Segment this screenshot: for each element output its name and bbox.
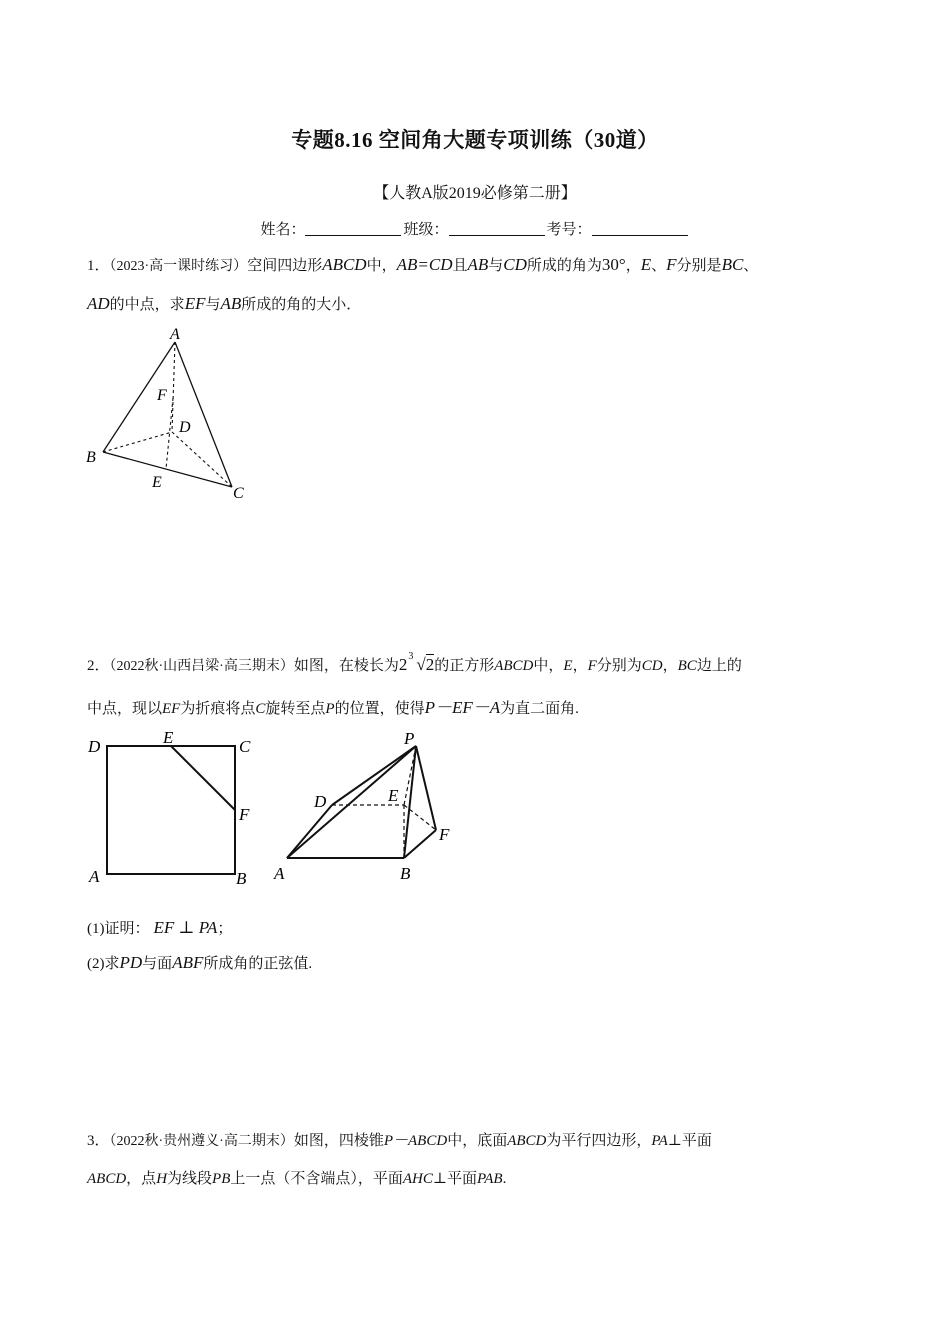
student-info-row — [0, 218, 950, 239]
q1-text: 所成的角为 — [526, 258, 602, 274]
q2-text: 边上的 — [696, 658, 742, 674]
q3-math: ABCD — [87, 1171, 127, 1187]
q2-part1-label: (1)证明： — [87, 921, 150, 937]
q2-text: ， — [572, 658, 588, 674]
q2-math: PD — [119, 953, 143, 972]
q1-math: AB — [220, 294, 242, 313]
q3-line-1 — [87, 1129, 887, 1150]
q2-fig1-label-d: D — [88, 737, 101, 756]
q1-fig-label-c: C — [233, 485, 244, 502]
q1-line-1 — [87, 254, 887, 275]
q2-fig2-label-d: D — [314, 792, 327, 811]
q1-fig-label-a: A — [170, 326, 180, 343]
q1-text: 分别是 — [676, 258, 722, 274]
q1-math: CD — [503, 255, 527, 274]
q2-math: ABF — [172, 953, 204, 972]
q2-part1-math: EF ⊥ PA — [153, 918, 218, 937]
q3-text: . — [502, 1171, 507, 1187]
q2-text: 为直二面角. — [500, 701, 579, 717]
q1-math: ABCD — [322, 255, 367, 274]
q3-number: 3． — [87, 1133, 110, 1149]
q1-text: 与 — [205, 297, 221, 313]
q2-part2-label: (2)求 — [87, 956, 120, 972]
q2-radicand: 2 — [425, 655, 435, 674]
exam-no-blank — [592, 221, 688, 236]
q2-math: ABCD — [494, 658, 534, 674]
q2-fig2-label-e: E — [388, 786, 399, 805]
q3-math: ABCD — [507, 1133, 547, 1149]
q2-math: EF — [162, 701, 181, 717]
q2-fig2-label-b: B — [400, 864, 411, 883]
q3-line-2 — [87, 1167, 887, 1188]
q3-math: PB — [212, 1171, 231, 1187]
q2-text: 为折痕将点 — [180, 701, 256, 717]
q2-fig2-label-p: P — [404, 729, 415, 748]
q2-fig1-label-f: F — [239, 805, 250, 824]
q1-fig-label-b: B — [86, 449, 96, 466]
class-label: 班级： — [403, 222, 449, 238]
q2-fig1-label-c: C — [239, 737, 251, 756]
q2-text: 的正方形 — [434, 658, 495, 674]
q3-source: （2022秋·贵州遵义·高二期末） — [109, 1134, 294, 1149]
q1-source: （2023·高一课时练习） — [109, 259, 248, 274]
q2-math: P－EF－A — [424, 698, 501, 717]
q1-angle: 30° — [601, 255, 626, 274]
q2-math: F — [587, 658, 597, 674]
q2-fig2-label-f: F — [439, 825, 450, 844]
q2-part-1 — [87, 917, 887, 938]
q2-math: BC — [677, 658, 697, 674]
q3-math: P－ABCD — [383, 1133, 448, 1149]
radical-sign-icon: √ — [416, 655, 426, 674]
q1-fig-label-e: E — [152, 474, 162, 491]
q2-square-figure — [107, 746, 235, 874]
q2-text: 如图，在棱长为 — [293, 658, 399, 674]
q2-radical-index: 3 — [408, 651, 414, 662]
q2-text: 中点，现以 — [87, 701, 163, 717]
q1-math: AB — [467, 255, 489, 274]
q2-length-coef: 2 — [398, 655, 408, 674]
q1-text: 的中点，求 — [109, 297, 185, 313]
q2-source: （2022秋·山西吕梁·高三期末） — [109, 659, 294, 674]
q1-fig-label-d: D — [179, 419, 191, 436]
q2-line-2 — [87, 693, 887, 718]
q3-text: 中，底面 — [447, 1133, 508, 1149]
q2-pyramid-figure — [287, 746, 436, 858]
q3-text: 如图，四棱锥 — [293, 1133, 384, 1149]
q3-text: 上一点（不含端点），平面 — [230, 1171, 403, 1187]
q1-math: AD — [87, 294, 110, 313]
q2-fold-figures — [80, 722, 480, 892]
q1-text: 且 — [452, 258, 468, 274]
q3-text: ⊥平面 — [432, 1171, 477, 1187]
q2-fig1-label-e: E — [163, 728, 174, 747]
q2-part-2 — [87, 952, 887, 973]
name-label: 姓名： — [260, 222, 306, 238]
name-blank — [305, 221, 401, 236]
q1-text: ， — [625, 258, 641, 274]
q3-text: 为平行四边形， — [546, 1133, 652, 1149]
q1-tetrahedron-figure — [80, 320, 260, 510]
q2-fig1-label-b: B — [236, 869, 247, 888]
q1-text: 所成的角的大小． — [241, 297, 362, 313]
q3-text: ，点 — [126, 1171, 157, 1187]
page-title: 专题8.16 空间角大题专项训练（30道） — [291, 128, 659, 152]
q1-fig-label-f: F — [157, 387, 167, 404]
q2-radical — [407, 651, 435, 675]
q2-text: 所成角的正弦值. — [203, 956, 313, 972]
q2-text: 旋转至点 — [265, 701, 326, 717]
class-blank — [449, 221, 545, 236]
q1-text: 空间四边形 — [247, 258, 323, 274]
q2-number: 2． — [87, 658, 110, 674]
q1-math: F — [666, 255, 677, 274]
q2-text: 分别为 — [596, 658, 642, 674]
q2-math: C — [255, 701, 266, 717]
q1-number: 1． — [87, 258, 110, 274]
q3-math: H — [156, 1171, 168, 1187]
q3-math: PA — [651, 1133, 668, 1149]
exam-no-label: 考号： — [546, 222, 592, 238]
q2-text: 的位置，使得 — [334, 701, 425, 717]
q2-text: 中， — [533, 658, 564, 674]
q1-math: EF — [184, 294, 206, 313]
q1-math: AB=CD — [396, 255, 453, 274]
q2-text: ， — [662, 658, 678, 674]
q2-math: CD — [641, 658, 663, 674]
q2-part1-end: ； — [217, 921, 233, 937]
q3-math: AHC — [402, 1171, 433, 1187]
q2-fig1-label-a: A — [89, 867, 100, 886]
q1-math: E — [640, 255, 652, 274]
q1-text: 、 — [651, 258, 667, 274]
q1-text: 中， — [366, 258, 397, 274]
q2-fig2-label-a: A — [274, 864, 285, 883]
q1-math: BC — [721, 255, 744, 274]
q2-text: 与面 — [142, 956, 173, 972]
q2-math: P — [325, 701, 335, 717]
q1-line-2 — [87, 293, 887, 314]
edition-subtitle: 【人教A版2019必修第二册】 — [373, 185, 577, 202]
q3-text: 为线段 — [167, 1171, 213, 1187]
q1-text: 与 — [488, 258, 504, 274]
q3-math: PAB — [477, 1171, 503, 1187]
q2-line-1 — [87, 651, 887, 675]
q2-math: E — [563, 658, 573, 674]
q3-text: ⊥平面 — [667, 1133, 712, 1149]
q1-text: 、 — [743, 258, 759, 274]
